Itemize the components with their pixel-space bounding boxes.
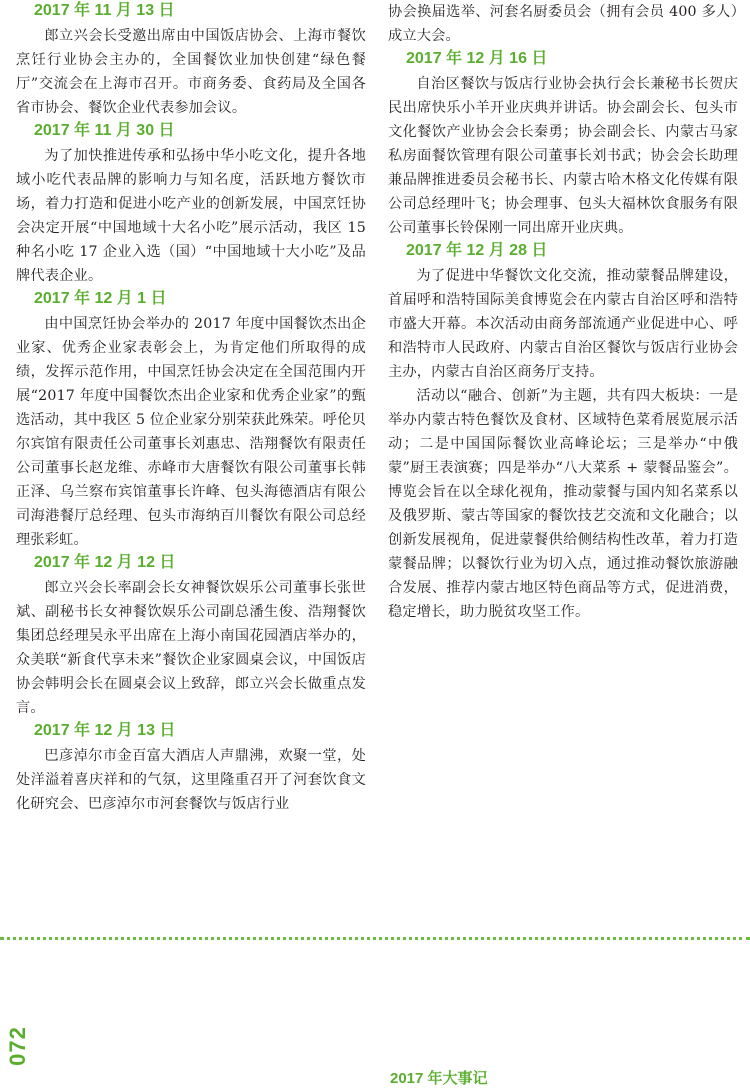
dotted-divider [0, 937, 750, 940]
event-date: 2017 年 11 月 30 日 [34, 122, 175, 139]
event-paragraph: 由中国烹饪协会举办的 2017 年度中国餐饮杰出企业家、优秀企业家表彰会上，为肯定他们所取得的成绩，发挥示范作用，中国烹饪协会决定在全国范围内开展“2017 年度中国餐饮杰出企业家和优秀企业家”的甄选活动，其中我区 5 位企业家分别荣获此殊荣。呼伦贝尔宾馆有限责任公司董事长刘惠忠、浩翔餐饮有限责任公司董事长赵龙维、赤峰市大唐餐饮有限公司董事长韩正泽、乌兰察布宾馆董事长许峰、包头海德酒店有限公司海港餐厅总经理、包头市海纳百川餐饮有限公司总经理张彩虹。 [16, 316, 366, 548]
event-paragraph: 郎立兴会长受邀出席由中国饭店协会、上海市餐饮烹饪行业协会主办的，全国餐饮业加快创建“绿色餐厅”交流会在上海市召开。市商务委、食药局及全国各省市协会、餐饮企业代表参加会议。 [16, 28, 366, 116]
event-paragraph: 巴彦淖尔市金百富大酒店人声鼎沸，欢聚一堂，处处洋溢着喜庆祥和的气氛，这里隆重召开了河套饮食文化研究会、巴彦淖尔市河套餐饮与饭店行业 [16, 748, 366, 812]
event-paragraph: 为了促进中华餐饮文化交流，推动蒙餐品牌建设，首届呼和浩特国际美食博览会在内蒙古自治区呼和浩特市盛大开幕。本次活动由商务部流通产业促进中心、呼和浩特市人民政府、内蒙古自治区餐饮与饭店行业协会主办，内蒙古自治区商务厅支持。 [388, 268, 738, 380]
event-paragraph: 为了加快推进传承和弘扬中华小吃文化，提升各地域小吃代表品牌的影响力与知名度，活跃地方餐饮市场，着力打造和促进小吃产业的创新发展，中国烹饪协会决定开展“中国地域十大名小吃”展示活动，我区 15 种名小吃 17 企业入选（国）“中国地域十大小吃”及品牌代表企业。 [16, 148, 366, 284]
event-paragraph: 自治区餐饮与饭店行业协会执行会长兼秘书长贺庆民出席快乐小羊开业庆典并讲话。协会副会长、包头市文化餐饮产业协会会长秦勇；协会副会长、内蒙古马家私房面餐饮管理有限公司董事长刘书武；协会会长助理兼品牌推进委员会秘书长、内蒙古哈木格文化传媒有限公司总经理叶飞；协会理事、包头大福林饮食服务有限公司董事长铃保刚一同出席开业庆典。 [388, 76, 738, 236]
event-date: 2017 年 12 月 28 日 [406, 242, 548, 259]
event-date: 2017 年 12 月 16 日 [406, 50, 548, 67]
event-paragraph: 郎立兴会长率副会长女神餐饮娱乐公司董事长张世斌、副秘书长女神餐饮娱乐公司副总潘生俊、浩翔餐饮集团总经理吴永平出席在上海小南国花园酒店举办的，众美联“新食代享未来”餐饮企业家圆桌会议，中国饭店协会韩明会长在圆桌会议上致辞，郎立兴会长做重点发言。 [16, 580, 366, 716]
left-column [16, 0, 366, 816]
page-number-text: 072 [5, 1026, 30, 1066]
right-column [388, 0, 738, 624]
event-paragraph-continued: 协会换届选举、河套名厨委员会（拥有会员 400 多人）成立大会。 [388, 4, 738, 44]
event-date: 2017 年 12 月 1 日 [34, 290, 167, 307]
page-number [6, 1022, 30, 1070]
event-date: 2017 年 12 月 12 日 [34, 554, 176, 571]
section-title: 2017 年大事记 [390, 1070, 488, 1087]
event-date: 2017 年 12 月 13 日 [34, 722, 176, 739]
event-paragraph: 活动以“融合、创新”为主题，共有四大板块：一是举办内蒙古特色餐饮及食材、区域特色菜肴展览展示活动；二是中国国际餐饮业高峰论坛；三是举办“中俄蒙”厨王表演赛；四是举办“八大菜系 + 蒙餐品鉴会”。博览会旨在以全球化视角，推动蒙餐与国内知名菜系以及俄罗斯、蒙古等国家的餐饮技艺交流和文化融合；以创新发展视角，促进蒙餐供给侧结构性改革，着力打造蒙餐品牌；以餐饮行业为切入点，通过推动餐饮旅游融合发展、推荐内蒙古地区特色商品等方式，促进消费，稳定增长，助力脱贫攻坚工作。 [388, 388, 738, 620]
event-date: 2017 年 11 月 13 日 [34, 2, 175, 19]
